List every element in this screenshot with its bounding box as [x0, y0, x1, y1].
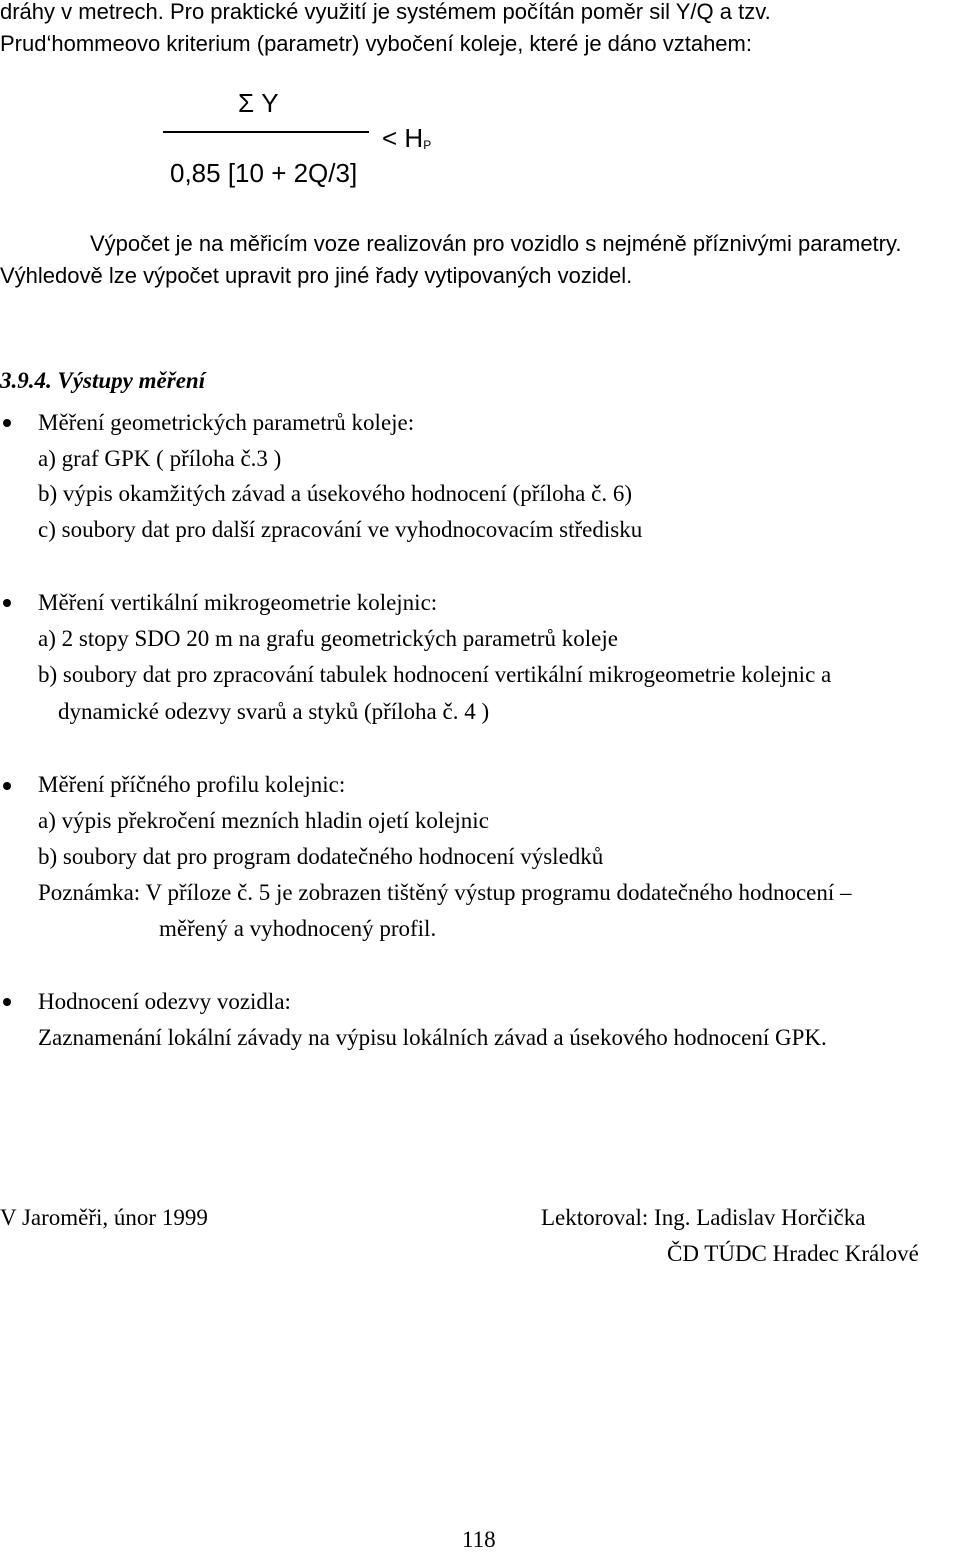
item-2-line-a: a) 2 stopy SDO 20 m na grafu geometrických parametrů koleje [38, 626, 618, 651]
item-1-line-c: c) soubory dat pro další zpracování ve vyhodnocovacím středisku [38, 517, 643, 542]
bullet-icon [3, 782, 11, 790]
item-4-line-a: Zaznamenání lokální závady na výpisu lokálních závad a úsekového hodnocení GPK. [38, 1025, 827, 1050]
fraction-bar [163, 131, 369, 133]
result-line-2: Výhledově lze výpočet upravit pro jiné řady vytipovaných vozidel. [0, 263, 633, 288]
bullet-icon [3, 599, 11, 607]
bullet-icon [3, 998, 11, 1006]
item-3-line-b: b) soubory dat pro program dodatečného hodnocení výsledků [38, 844, 604, 869]
intro-line-2: Prud‘hommeovo kriterium (parametr) vybočení koleje, které je dáno vztahem: [0, 31, 752, 56]
item-2-title: Měření vertikální mikrogeometrie kolejnic: [38, 590, 438, 615]
result-line-1: Výpočet je na měřicím voze realizován pro vozidlo s nejméně příznivými parametry. [90, 231, 902, 256]
formula-numerator: Σ Y [238, 88, 279, 118]
place-date: V Jaroměři, únor 1999 [0, 1205, 208, 1230]
bullet-icon [3, 419, 11, 427]
item-4-title: Hodnocení odezvy vozidla: [38, 989, 291, 1014]
formula-relation-text: < H [382, 123, 424, 153]
section-heading: 3.9.4. Výstupy měření [0, 368, 206, 393]
item-2-line-c: dynamické odezvy svarů a styků (příloha č. 4 ) [58, 699, 490, 724]
item-3-note: Poznámka: V příloze č. 5 je zobrazen tištěný výstup programu dodatečného hodnocení – [38, 880, 852, 905]
item-3-line-a: a) výpis překročení mezních hladin ojetí kolejnic [38, 808, 489, 833]
institution: ČD TÚDC Hradec Králové [667, 1241, 919, 1266]
item-1-line-a: a) graf GPK ( příloha č.3 ) [38, 446, 282, 471]
formula-denominator: 0,85 [10 + 2Q/3] [170, 158, 358, 188]
item-3-note-cont: měřený a vyhodnocený profil. [159, 916, 437, 941]
item-2-line-b: b) soubory dat pro zpracování tabulek hodnocení vertikální mikrogeometrie kolejnic a [38, 662, 832, 687]
item-1-line-b: b) výpis okamžitých závad a úsekového hodnocení (příloha č. 6) [38, 481, 632, 506]
page-number: 118 [462, 1527, 496, 1552]
item-3-title: Měření příčného profilu kolejnic: [38, 772, 346, 797]
intro-line-1: dráhy v metrech. Pro praktické využití je systémem počítán poměr sil Y/Q a tzv. [0, 0, 771, 24]
formula-relation [382, 123, 431, 154]
formula-subscript: P [423, 138, 432, 152]
reviewer: Lektoroval: Ing. Ladislav Horčička [541, 1205, 866, 1230]
item-1-title: Měření geometrických parametrů koleje: [38, 410, 415, 435]
